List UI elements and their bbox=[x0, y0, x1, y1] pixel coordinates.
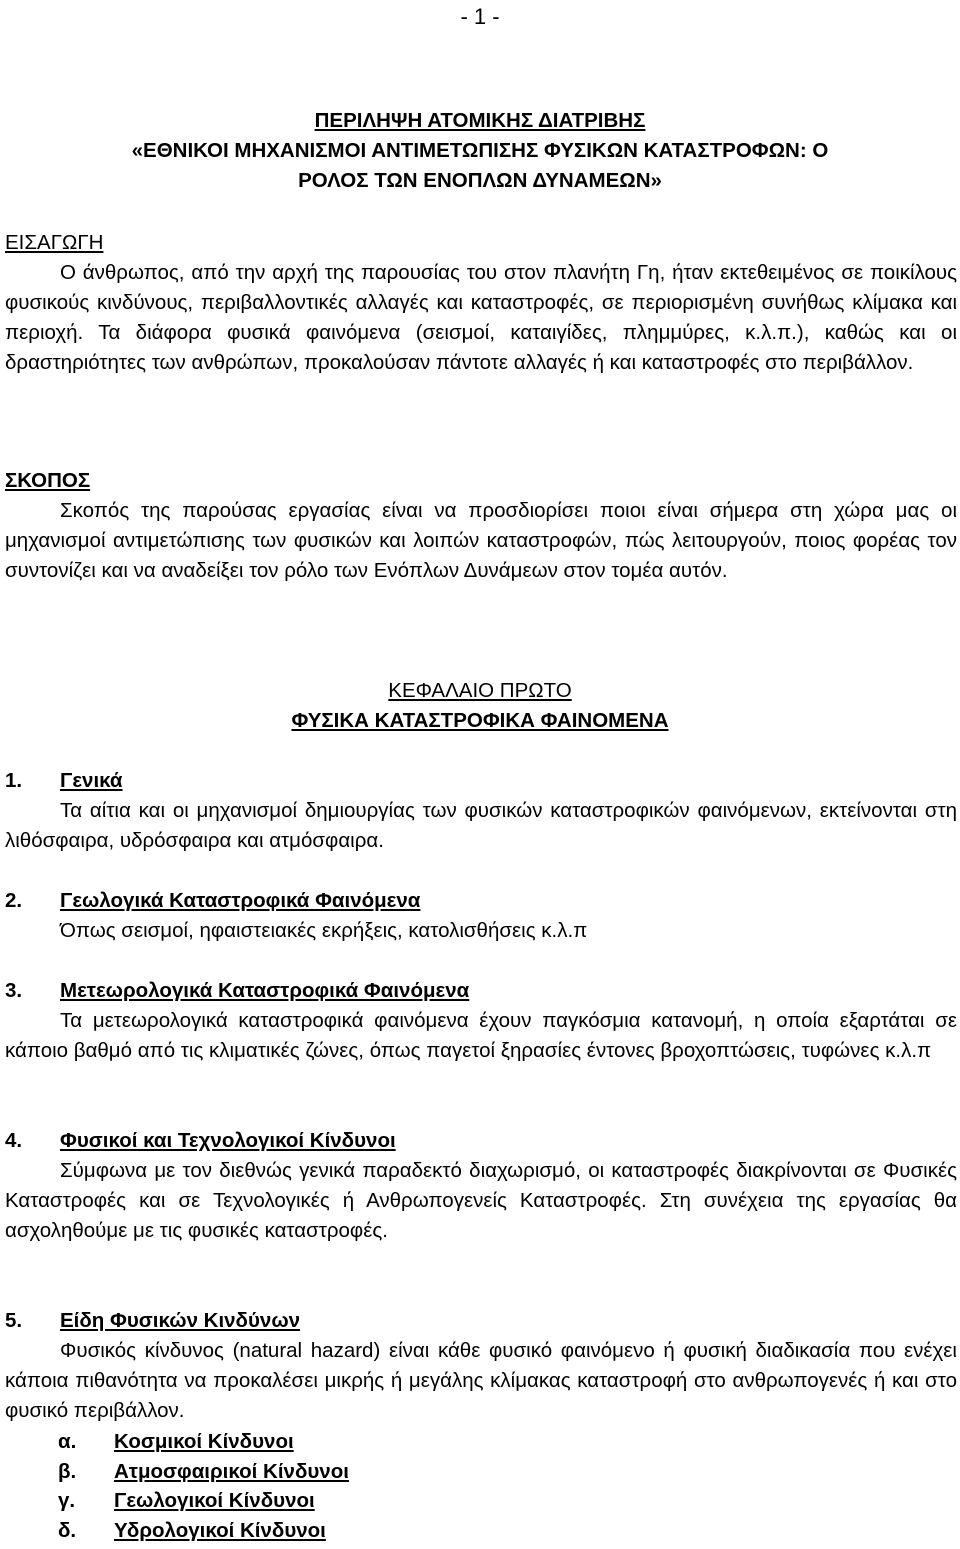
page-number: - 1 - bbox=[460, 4, 500, 29]
list-item bbox=[58, 1516, 349, 1546]
section-5 bbox=[5, 1306, 957, 1426]
list-item-label: Γεωλογικοί Κίνδυνοι bbox=[114, 1489, 315, 1512]
section-title: Γενικά bbox=[60, 769, 123, 792]
list-item-label: Κοσμικοί Κίνδυνοι bbox=[114, 1430, 294, 1453]
list-item bbox=[58, 1457, 349, 1487]
list-item bbox=[58, 1486, 349, 1516]
list-item-marker: α. bbox=[58, 1430, 77, 1453]
list-item-marker: δ. bbox=[58, 1518, 77, 1542]
section-3 bbox=[5, 976, 957, 1066]
chapter-line-2: ΦΥΣΙΚΑ ΚΑΤΑΣΤΡΟΦΙΚΑ ΦΑΙΝΟΜΕΝΑ bbox=[291, 709, 669, 732]
section-title: Είδη Φυσικών Κινδύνων bbox=[60, 1309, 301, 1332]
title-line-2: «ΕΘΝΙΚΟΙ ΜΗΧΑΝΙΣΜΟΙ ΑΝΤΙΜΕΤΩΠΙΣΗΣ ΦΥΣΙΚΩΝ ΚΑΤΑΣΤΡΟΦΩΝ: Ο bbox=[131, 139, 829, 162]
section-text: Σύμφωνα με τον διεθνώς γενικά παραδεκτό διαχωρισμό, οι καταστροφές διακρίνονται σε Φυσικές Καταστροφές και σε Τεχνολογικές ή Ανθρωπογενείς Καταστροφές. Στη συνέχεια της εργασίας θα ασχοληθούμε με τις φυσικές καταστροφές. bbox=[5, 1159, 957, 1242]
section-number: 1. bbox=[5, 769, 23, 792]
list-item-marker: γ. bbox=[58, 1489, 76, 1512]
title-line-3: ΡΟΛΟΣ ΤΩΝ ΕΝΟΠΛΩΝ ΔΥΝΑΜΕΩΝ» bbox=[298, 169, 662, 192]
chapter-line-1: ΚΕΦΑΛΑΙΟ ΠΡΩΤΟ bbox=[388, 679, 572, 702]
section-1 bbox=[5, 766, 957, 856]
section-number: 4. bbox=[5, 1129, 23, 1152]
chapter-heading bbox=[0, 676, 960, 736]
section-title: Γεωλογικά Καταστροφικά Φαινόμενα bbox=[60, 889, 421, 912]
intro-paragraph: Ο άνθρωπος, από την αρχή της παρουσίας του στον πλανήτη Γη, ήταν εκτεθειμένος σε ποικίλους φυσικούς κινδύνους, περιβαλλοντικές αλλαγές και καταστροφές, σε περιορισμένη συνήθως κλίμακα και περιοχή. Τα διάφορα φυσικά φαινόμενα (σεισμοί, καταιγίδες, πλημμύρες, κ.λ.π.), καθώς και οι δραστηριότητες των ανθρώπων, προκαλούσαν πάντοτε αλλαγές ή και καταστροφές στο περιβάλλον. bbox=[5, 261, 957, 374]
document-title bbox=[0, 106, 960, 196]
section-number: 5. bbox=[5, 1309, 23, 1332]
section-text: Τα μετεωρολογικά καταστροφικά φαινόμενα έχουν παγκόσμια κατανομή, η οποία εξαρτάται σε κάποιο βαθμό από τις κλιματικές ζώνες, όπως παγετοί ξηρασίες έντονες βροχοπτώσεις, τυφώνες κ.λ.π bbox=[5, 1009, 957, 1062]
intro-section bbox=[5, 228, 957, 378]
section-number: 3. bbox=[5, 979, 23, 1002]
scope-paragraph: Σκοπός της παρούσας εργασίας είναι να προσδιορίσει ποιοι είναι σήμερα στη χώρα μας οι μηχανισμοί αντιμετώπισης των φυσικών και λοιπών καταστροφών, πώς λειτουργούν, ποιος φορέας τον συντονίζει και να αναδείξει τον ρόλο των Ενόπλων Δυνάμεων στον τομέα αυτόν. bbox=[5, 499, 957, 582]
intro-heading: ΕΙΣΑΓΩΓΗ bbox=[5, 231, 104, 254]
list-item-marker: β. bbox=[58, 1459, 77, 1483]
section-text: Φυσικός κίνδυνος (natural hazard) είναι κάθε φυσικό φαινόμενο ή φυσική διαδικασία που ενέχει κάποια πιθανότητα να προκαλέσει μικρής ή μεγάλης κλίμακας καταστροφή στο ανθρωπογενές ή και στο φυσικό περιβάλλον. bbox=[5, 1339, 957, 1422]
title-line-1: ΠΕΡΙΛΗΨΗ ΑΤΟΜΙΚΗΣ ΔΙΑΤΡΙΒΗΣ bbox=[314, 109, 646, 132]
scope-heading: ΣΚΟΠΟΣ bbox=[5, 469, 91, 492]
section-number: 2. bbox=[5, 889, 23, 912]
section-2 bbox=[5, 886, 957, 946]
scope-section bbox=[5, 466, 957, 586]
list-item-label: Υδρολογικοί Κίνδυνοι bbox=[114, 1518, 326, 1542]
list-item-label: Ατμοσφαιρικοί Κίνδυνοι bbox=[114, 1459, 349, 1483]
section-4 bbox=[5, 1126, 957, 1246]
hazard-types-list bbox=[58, 1427, 349, 1545]
section-title: Φυσικοί και Τεχνολογικοί Κίνδυνοι bbox=[60, 1129, 396, 1152]
section-title: Μετεωρολογικά Καταστροφικά Φαινόμενα bbox=[60, 979, 470, 1002]
section-text: Τα αίτια και οι μηχανισμοί δημιουργίας των φυσικών καταστροφικών φαινόμενων, εκτείνονται στη λιθόσφαιρα, υδρόσφαιρα και ατμόσφαιρα. bbox=[5, 799, 957, 852]
list-item bbox=[58, 1427, 349, 1457]
section-text: Όπως σεισμοί, ηφαιστειακές εκρήξεις, κατολισθήσεις κ.λ.π bbox=[60, 919, 588, 942]
